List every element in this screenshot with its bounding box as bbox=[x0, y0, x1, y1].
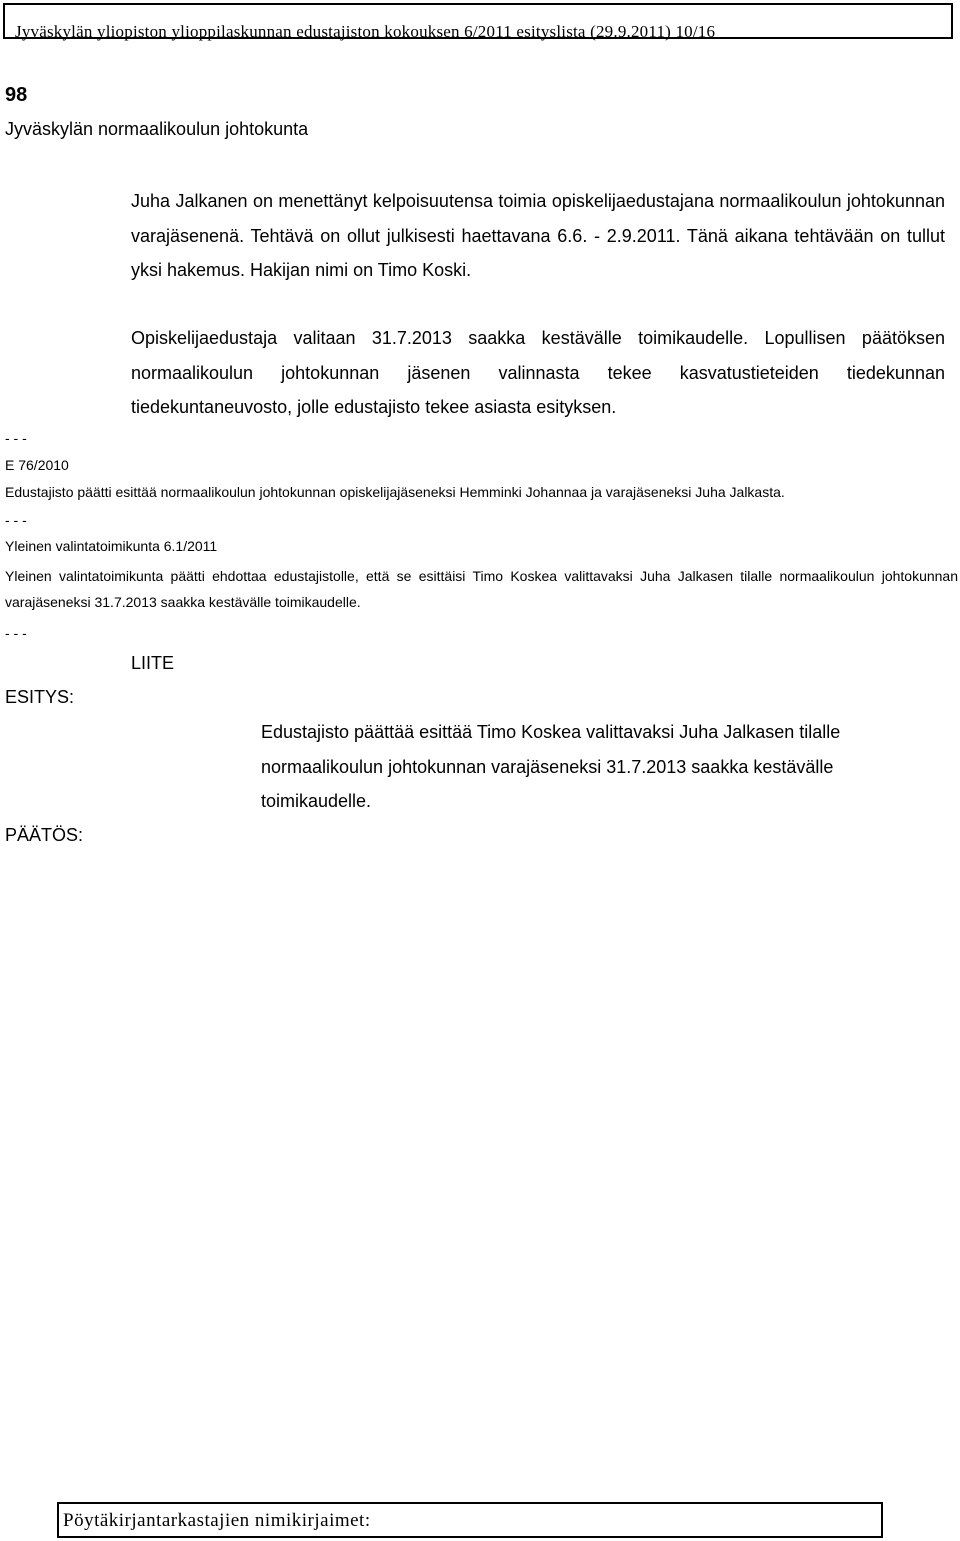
history-reference: E 76/2010 bbox=[5, 457, 69, 473]
signature-box bbox=[57, 1502, 883, 1538]
proposal-text: Edustajisto päättää esittää Timo Koskea valittavaksi Juha Jalkasen tilalle normaalikoulun johtokunnan varajäseneksi 31.7.2013 saakka kestävälle toimikaudelle. bbox=[261, 722, 841, 811]
signature-label: Pöytäkirjantarkastajien nimikirjaimet: bbox=[63, 1510, 371, 1531]
item-number: 98 bbox=[5, 84, 28, 106]
separator-3: - - - bbox=[5, 625, 27, 641]
decision-label: PÄÄTÖS: bbox=[5, 825, 84, 845]
item-title: Jyväskylän normaalikoulun johtokunta bbox=[5, 119, 309, 139]
body-paragraph-2: Opiskelijaedustaja valitaan 31.7.2013 saakka kestävälle toimikaudelle. Lopullisen päätöksen normaalikoulun johtokunnan jäsenen valinnasta tekee kasvatustieteiden tiedekunnan tiedekuntaneuvosto, jolle edustajisto tekee asiasta esityksen. bbox=[131, 328, 945, 417]
committee-text: Yleinen valintatoimikunta päätti ehdottaa edustajistolle, että se esittäisi Timo Koskea valittavaksi Juha Jalkasen tilalle normaalikoulun johtokunnan varajäseneksi 31.7.2013 saakka kestävälle toimikaudelle. bbox=[5, 568, 958, 610]
page-header bbox=[3, 3, 953, 39]
history-decision-text: Edustajisto päätti esittää normaalikoulun johtokunnan opiskelijajäseneksi Hemminki Johannaa ja varajäseneksi Juha Jalkasta. bbox=[5, 484, 785, 500]
appendix-label: LIITE bbox=[131, 653, 175, 673]
body-paragraph-1: Juha Jalkanen on menettänyt kelpoisuutensa toimia opiskelijaedustajana normaalikoulun johtokunnan varajäsenenä. Tehtävä on ollut julkisesti haettavana 6.6. - 2.9.2011. Tänä aikana tehtävään on tullut yksi hakemus. Hakijan nimi on Timo Koski. bbox=[131, 191, 945, 280]
separator-1: - - - bbox=[5, 430, 27, 446]
separator-2: - - - bbox=[5, 512, 27, 528]
committee-reference: Yleinen valintatoimikunta 6.1/2011 bbox=[5, 538, 218, 554]
header-text: Jyväskylän yliopiston ylioppilaskunnan edustajiston kokouksen 6/2011 esityslista (29.9.2011) 10/16 bbox=[15, 22, 716, 41]
proposal-label: ESITYS: bbox=[5, 687, 75, 707]
